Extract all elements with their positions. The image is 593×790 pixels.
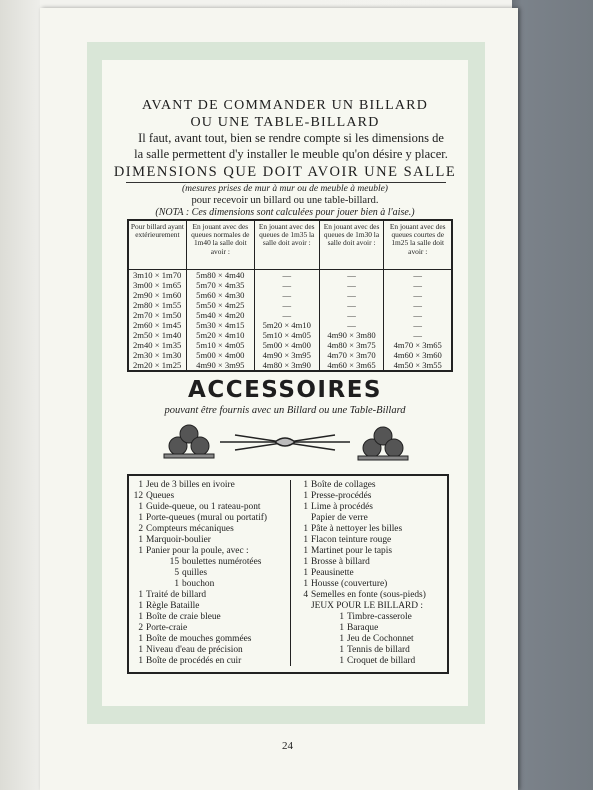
list-item	[169, 579, 214, 590]
item-label: quilles	[182, 568, 207, 578]
item-label: boulettes numérotées	[182, 557, 262, 567]
table-header: En jouant avec des queues normales de 1m40 la salle doit avoir :	[186, 220, 254, 270]
item-quantity: 1	[339, 612, 344, 622]
table-cell: —	[384, 330, 452, 340]
table-cell: —	[319, 310, 384, 320]
item-quantity: 1	[138, 656, 143, 666]
table-cell: —	[254, 270, 319, 281]
list-item	[334, 623, 378, 634]
table-cell: 5m60 × 4m30	[186, 290, 254, 300]
list-item	[334, 612, 412, 623]
table-cell: —	[384, 280, 452, 290]
table-cell: —	[384, 290, 452, 300]
table-cell: 2m80 × 1m55	[133, 300, 182, 310]
table-cell: 2m40 × 1m35	[133, 340, 182, 350]
intro-text	[126, 130, 456, 162]
accessories-subtitle: pouvant être fournis avec un Billard ou une Table-Billard	[164, 405, 406, 416]
book-cover-edge	[512, 0, 593, 790]
item-quantity: 1	[303, 557, 308, 567]
item-label: Croquet de billard	[347, 656, 416, 666]
table-cell: 4m90 × 3m95	[186, 360, 254, 371]
table-cell: 5m80 × 4m40	[186, 270, 254, 281]
item-label: Règle Bataille	[146, 601, 200, 611]
list-item	[133, 524, 234, 535]
list-item	[133, 491, 174, 502]
table-cell: 2m60 × 1m45	[133, 320, 182, 330]
item-label: JEUX POUR LE BILLARD :	[311, 601, 423, 611]
item-quantity: 1	[138, 546, 143, 556]
table-header: En jouant avec des queues de 1m35 la salle doit avoir :	[254, 220, 319, 270]
table-cell: 5m10 × 4m05	[254, 330, 319, 340]
billiard-balls-and-cues-illustration	[160, 420, 410, 470]
table-cell: 5m00 × 4m00	[186, 350, 254, 360]
list-item	[133, 656, 241, 667]
item-label: Tennis de billard	[347, 645, 410, 655]
list-item	[133, 623, 187, 634]
item-label: Jeu de 3 billes en ivoire	[146, 480, 235, 490]
table-cell: 2m50 × 1m40	[133, 330, 182, 340]
item-quantity: 4	[303, 590, 308, 600]
list-item	[298, 524, 402, 535]
table-cell: 4m90 × 3m95	[254, 350, 319, 360]
table-row	[128, 300, 452, 310]
item-quantity: 1	[303, 535, 308, 545]
list-item	[133, 645, 243, 656]
item-quantity: 1	[138, 535, 143, 545]
item-quantity: 1	[138, 645, 143, 655]
item-label: Semelles en fonte (sous-pieds)	[311, 590, 426, 600]
heading-line-2: OU UNE TABLE-BILLARD	[190, 115, 380, 130]
item-quantity: 12	[133, 491, 143, 501]
table-cell: 5m30 × 4m15	[186, 320, 254, 330]
list-item	[133, 546, 249, 557]
item-label: Panier pour la poule, avec :	[146, 546, 249, 556]
list-item	[169, 557, 261, 568]
table-row	[128, 290, 452, 300]
list-item	[133, 590, 206, 601]
table-cell: —	[319, 300, 384, 310]
item-label: Guide-queue, ou 1 rateau-pont	[146, 502, 261, 512]
item-quantity: 1	[138, 513, 143, 523]
table-cell: 2m70 × 1m50	[133, 310, 182, 320]
item-quantity: 1	[138, 601, 143, 611]
table-cell: 4m60 × 3m60	[384, 350, 452, 360]
item-quantity: 5	[174, 568, 179, 578]
table-cell: 3m00 × 1m65	[133, 280, 182, 290]
table-cell: 5m20 × 4m10	[186, 330, 254, 340]
table-row	[128, 340, 452, 350]
table-cell: —	[254, 280, 319, 290]
list-item	[298, 480, 376, 491]
table-cell: 3m10 × 1m70	[133, 270, 182, 280]
table-cell: 2m30 × 1m30	[133, 350, 182, 360]
item-label: Marquoir-boulier	[146, 535, 211, 545]
intro-line-2: la salle permettent d'y installer le meuble qu'on désire y placer.	[134, 147, 448, 161]
heading-line-1: AVANT DE COMMANDER UN BILLARD	[141, 98, 429, 113]
list-item	[133, 634, 251, 645]
dimensions-title: DIMENSIONS QUE DOIT AVOIR UNE SALLE	[113, 164, 457, 180]
table-cell: 5m70 × 4m35	[186, 280, 254, 290]
accessories-right-column	[294, 476, 447, 672]
table-cell: —	[254, 310, 319, 320]
intro-line-1: Il faut, avant tout, bien se rendre compte si les dimensions de	[138, 131, 444, 145]
list-item	[298, 568, 354, 579]
item-label: Peausinette	[311, 568, 354, 578]
list-item	[169, 568, 207, 579]
table-row	[128, 330, 452, 340]
table-cell: 4m60 × 3m65	[319, 360, 384, 371]
table-cell: 5m00 × 4m00	[254, 340, 319, 350]
item-label: Pâte à nettoyer les billes	[311, 524, 403, 534]
item-quantity: 2	[138, 623, 143, 633]
list-item	[133, 601, 199, 612]
table-cell: 4m70 × 3m70	[319, 350, 384, 360]
item-quantity: 1	[303, 502, 308, 512]
item-quantity: 1	[138, 502, 143, 512]
table-cell: 4m80 × 3m75	[319, 340, 384, 350]
item-label: Boîte de procédés en cuir	[146, 656, 242, 666]
list-item	[133, 612, 221, 623]
dimensions-note-2: pour recevoir un billard ou une table-billard.	[191, 195, 379, 206]
table-row	[128, 320, 452, 330]
dimensions-note-1: (mesures prises de mur à mur ou de meuble à meuble)	[182, 184, 388, 194]
accessories-left-column	[129, 476, 289, 672]
item-quantity: 1	[138, 612, 143, 622]
item-quantity: 1	[138, 590, 143, 600]
item-quantity: 1	[303, 524, 308, 534]
table-cell: 5m40 × 4m20	[186, 310, 254, 320]
book-spine	[0, 0, 40, 790]
item-quantity: 1	[138, 634, 143, 644]
item-label: Brosse à billard	[311, 557, 370, 567]
table-cell: 5m10 × 4m05	[186, 340, 254, 350]
table-cell: 4m80 × 3m90	[254, 360, 319, 371]
list-item	[298, 546, 392, 557]
table-cell: 4m50 × 3m55	[384, 360, 452, 371]
item-quantity: 1	[339, 623, 344, 633]
table-cell: 4m90 × 3m80	[319, 330, 384, 340]
table-cell: —	[254, 300, 319, 310]
table-cell: 5m50 × 4m25	[186, 300, 254, 310]
list-item	[298, 590, 426, 601]
item-quantity: 1	[339, 634, 344, 644]
table-cell: 4m70 × 3m65	[384, 340, 452, 350]
item-label: Compteurs mécaniques	[146, 524, 234, 534]
list-item	[334, 634, 414, 645]
item-quantity: 2	[138, 524, 143, 534]
list-item	[298, 535, 391, 546]
table-cell: —	[384, 300, 452, 310]
item-quantity: 1	[138, 480, 143, 490]
item-label: Porte-craie	[146, 623, 188, 633]
list-item	[298, 513, 368, 524]
table-header-row	[128, 220, 452, 270]
crossed-cues-icon	[220, 435, 350, 450]
item-quantity: 1	[303, 568, 308, 578]
item-quantity: 1	[303, 579, 308, 589]
page-number: 24	[282, 740, 293, 752]
table-header: Pour billard ayant extérieurement	[128, 220, 186, 270]
dimensions-table	[127, 219, 453, 372]
accessories-list	[127, 474, 449, 674]
table-cell: —	[384, 270, 452, 281]
table-cell: —	[254, 290, 319, 300]
table-cell: 2m20 × 1m25	[133, 360, 182, 370]
table-row	[128, 280, 452, 290]
table-cell: 5m20 × 4m10	[254, 320, 319, 330]
item-label: Papier de verre	[311, 513, 368, 523]
list-item	[133, 480, 235, 491]
table-cell: —	[319, 290, 384, 300]
table-row	[128, 310, 452, 320]
list-item	[334, 656, 415, 667]
item-label: Boîte de mouches gommées	[146, 634, 252, 644]
accessories-title: ACCESSOIRES	[188, 377, 382, 403]
table-cell: —	[319, 280, 384, 290]
item-label: Boîte de collages	[311, 480, 376, 490]
table-cell: —	[384, 320, 452, 330]
item-label: Baraque	[347, 623, 379, 633]
item-label: Martinet pour le tapis	[311, 546, 392, 556]
item-label: Lime à procédés	[311, 502, 373, 512]
page-heading	[102, 97, 468, 131]
item-label: Timbre-casserole	[347, 612, 412, 622]
item-quantity: 1	[339, 645, 344, 655]
table-header: En jouant avec des queues courtes de 1m25 la salle doit avoir :	[384, 220, 452, 270]
table-row	[128, 360, 452, 371]
list-item	[133, 502, 261, 513]
table-cell: —	[319, 270, 384, 281]
item-label: bouchon	[182, 579, 215, 589]
title-underline	[126, 182, 446, 183]
item-quantity: 1	[303, 491, 308, 501]
item-label: Presse-procédés	[311, 491, 372, 501]
list-item	[298, 502, 373, 513]
column-divider	[290, 480, 291, 666]
list-item	[133, 535, 211, 546]
item-label: Queues	[146, 491, 175, 501]
list-item	[334, 645, 410, 656]
item-quantity: 1	[174, 579, 179, 589]
right-balls-icon	[358, 427, 408, 460]
table-row	[128, 350, 452, 360]
table-header: En jouant avec des queues de 1m30 la salle doit avoir :	[319, 220, 384, 270]
list-item	[133, 513, 267, 524]
left-balls-icon	[164, 425, 214, 458]
item-quantity: 1	[303, 546, 308, 556]
list-item	[298, 491, 371, 502]
item-label: Traité de billard	[146, 590, 207, 600]
item-label: Porte-queues (mural ou portatif)	[146, 513, 268, 523]
item-label: Flacon teinture rouge	[311, 535, 392, 545]
item-label: Housse (couverture)	[311, 579, 388, 589]
table-row	[128, 270, 452, 281]
table-cell: —	[319, 320, 384, 330]
list-item	[298, 601, 423, 612]
list-item	[298, 579, 387, 590]
list-item	[298, 557, 370, 568]
table-cell: 2m90 × 1m60	[133, 290, 182, 300]
item-label: Boîte de craie bleue	[146, 612, 221, 622]
table-cell: —	[384, 310, 452, 320]
item-label: Niveau d'eau de précision	[146, 645, 243, 655]
dimensions-nota: (NOTA : Ces dimensions sont calculées pour jouer bien à l'aise.)	[155, 207, 415, 218]
item-quantity: 15	[169, 557, 179, 567]
item-quantity: 1	[303, 480, 308, 490]
item-quantity: 1	[339, 656, 344, 666]
item-label: Jeu de Cochonnet	[347, 634, 414, 644]
